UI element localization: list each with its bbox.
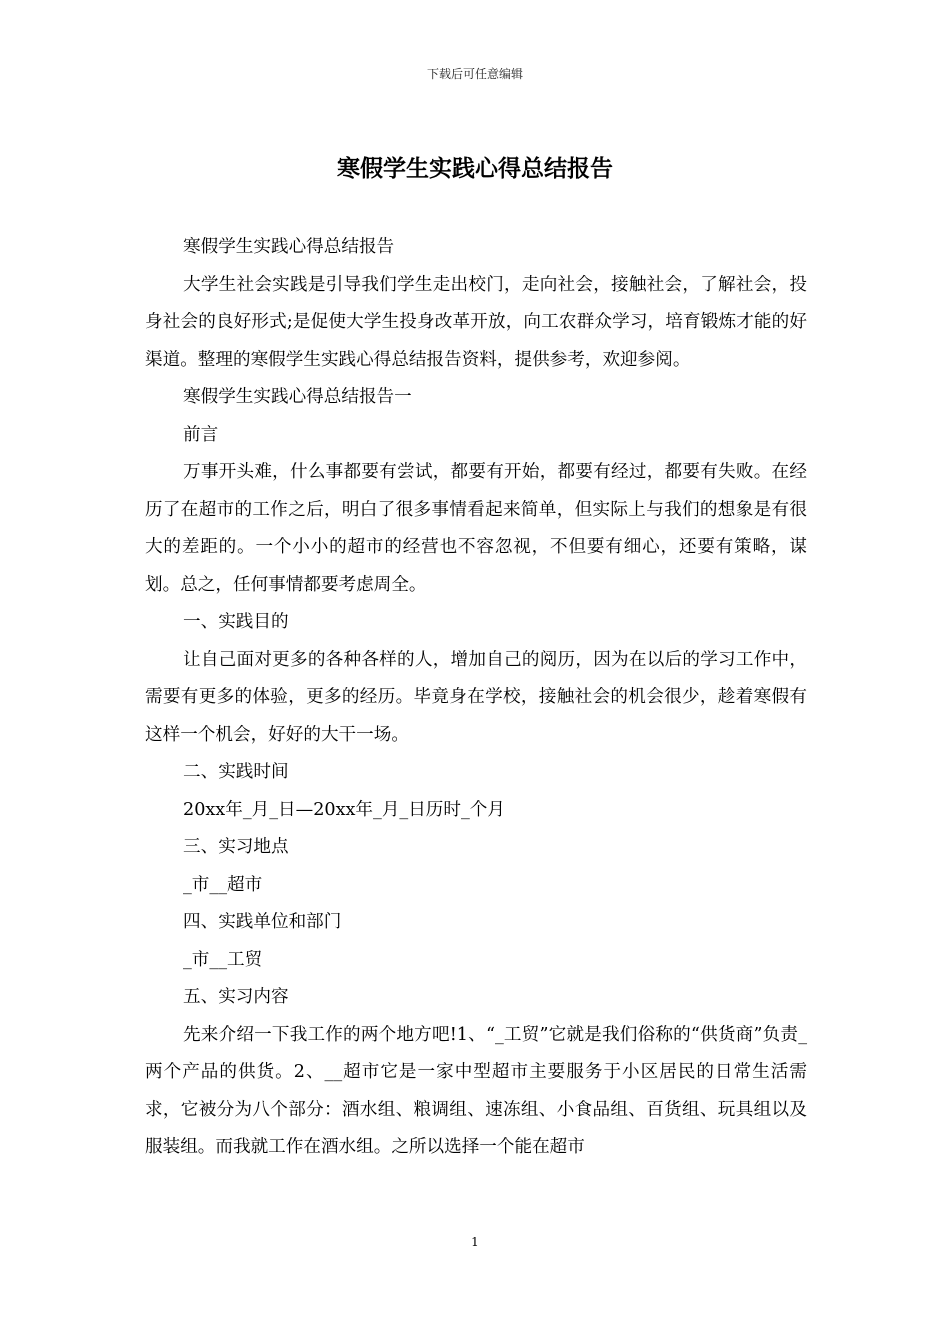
paragraph-section-time-heading: 二、实践时间 [183, 762, 289, 782]
paragraph-section-purpose-heading: 一、实践目的 [183, 612, 289, 632]
page-header-note: 下载后可任意编辑 [426, 67, 523, 81]
paragraph-intro-heading: 寒假学生实践心得总结报告 [183, 237, 395, 257]
paragraph-section-content-heading: 五、实习内容 [183, 987, 289, 1007]
paragraph-preface: 万事开头难，什么事都要有尝试，都要有开始，都要有经过，都要有失败。在经历了在超市的工作之后，明白了很多事情看起来简单，但实际上与我们的想象是有很大的差距的。一个小小的超市的经营也不容忽视，不但要有细心，还要有策略，谋划。总之，任何事情都要考虑周全。 [145, 462, 807, 595]
document-title: 寒假学生实践心得总结报告 [337, 155, 613, 182]
paragraph-section-location: _市__超市 [183, 874, 263, 895]
page-number: 1 [471, 1235, 479, 1249]
document-body [145, 229, 807, 1167]
paragraph-section-purpose: 让自己面对更多的各种各样的人，增加自己的阅历，因为在以后的学习工作中，需要有更多的体验，更多的经历。毕竟身在学校，接触社会的机会很少，趁着寒假有这样一个机会，好好的大干一场。 [145, 649, 807, 745]
paragraph-section-content: 先来介绍一下我工作的两个地方吧!1、“_工贸”它就是我们俗称的“供货商”负责_两个产品的供货。2、__超市它是一家中型超市主要服务于小区居民的日常生活需求，它被分为八个部分：酒水组、粮调组、速冻组、小食品组、百货组、玩具组以及服装组。而我就工作在酒水组。之所以选择一个能在超市 [145, 1024, 807, 1157]
paragraph-section-location-heading: 三、实习地点 [183, 837, 289, 857]
paragraph-preface-heading: 前言 [183, 424, 219, 445]
paragraph-section-time: 20xx年_月_日—20xx年_月_日历时_个月 [183, 799, 505, 820]
paragraph-section-unit-heading: 四、实践单位和部门 [183, 912, 342, 932]
paragraph-intro: 大学生社会实践是引导我们学生走出校门，走向社会，接触社会，了解社会，投身社会的良好形式;是促使大学生投身改革开放，向工农群众学习，培育锻炼才能的好渠道。整理的寒假学生实践心得总结报告资料，提供参考，欢迎参阅。 [145, 274, 807, 370]
paragraph-section-unit: _市__工贸 [183, 949, 263, 970]
paragraph-report-one-heading: 寒假学生实践心得总结报告一 [183, 387, 412, 407]
